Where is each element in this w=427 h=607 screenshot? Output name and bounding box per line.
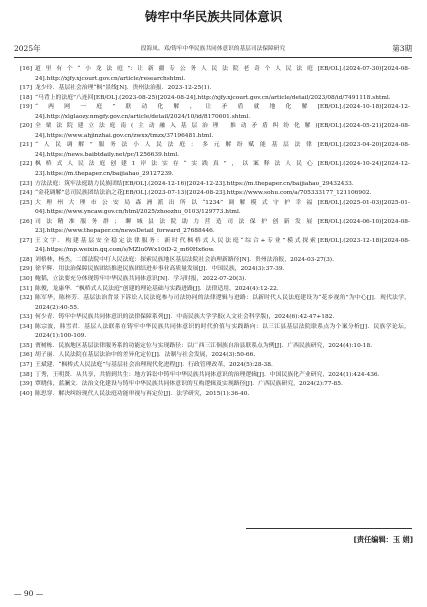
reference-text: 刘格林，杨杰，二郎法院中打人民法庭：探索民族地区基层法院社会治理新路径[N]．贵州法治报，2024-03-27(3).	[35, 256, 334, 263]
reference-number: [23]	[20, 180, 32, 187]
reference-item	[20, 275, 410, 285]
reference-text: 陈俊，龙康华．“枫桥式人民法庭”创建的理论基础与实践进路[J]．法律适用，2024(4):12-22.	[35, 285, 279, 292]
header-divider	[14, 57, 412, 58]
reference-number: [30]	[20, 276, 32, 283]
reference-number: [37]	[20, 361, 32, 368]
reference-text: 陈军华，陈梓芳．基层法治背景下诉讼人民法庭参与司法协同的法律逻辑与进路：以新时代人民法庭建设为“花乡视角”为中心[J]．现代法学，2024(2):40-55.	[35, 295, 410, 311]
reference-text: 贾树栋．民族地区基层法律服务系的功能定位与实现路径：以广西三江侗族自治县联系点为例[J]．广西民族研究，2024(4):10-18.	[35, 342, 373, 349]
reference-number: [19]	[20, 104, 32, 111]
reference-item	[20, 189, 410, 199]
reference-text: 龙少玲．基层社会治理“枫”景线[N]．贵州法治报．2023-12-25(1).	[35, 85, 212, 92]
reference-text: 陈宗波，韩雪君．基层人法联系在铸牢中华民族共同体意识的时代价值与实践路向：以三江县基层法院联系点为个案分析[J]．民族学论坛，2024(1):100-109.	[35, 323, 410, 340]
journal-title: 铸牢中华民族共同体意识	[144, 9, 283, 24]
reference-number: [35]	[20, 342, 32, 349]
reference-text: 何少青．铸牢中华民族共同体意识的法律保障系列[J]．中南民族大学学报(人文社会科学版)，2024(6):42-47+182.	[35, 314, 335, 321]
reference-number: [22]	[20, 161, 32, 168]
reference-number: [32]	[20, 295, 32, 302]
reference-item	[20, 256, 410, 266]
reference-number: [29]	[20, 266, 32, 273]
reference-item	[20, 351, 410, 361]
reference-number: [27]	[20, 237, 32, 244]
reference-item	[20, 94, 410, 104]
reference-number: [36]	[20, 352, 32, 359]
reference-number: [25]	[20, 199, 32, 206]
reference-number: [20]	[20, 123, 32, 130]
reference-item	[20, 84, 410, 94]
reference-text: 王文宇．构建基层安全稳定法律服务：新时代枫桥式人民法庭“综合+专业”模式探索[EB/OL].(2023-12-18)[2024-08-24].https://mp.weixin.qq.com/s/MZlu0Wx10iD-2_m60Hx6ow.	[35, 237, 410, 254]
reference-item	[20, 371, 410, 381]
reference-text: “人民调解”服务法小人民法庭：多元解纷赋能基层法律[EB/OL].(2023-04-20)[2024-08-24].https://news.baibtdaily.net/pc/1256639.html.	[35, 142, 410, 158]
reference-text: 方法法庭：筑牢法庭助力民族团结[EB/OL].(2024-12-16)[2024-12-23].https://m.thepaper.cn/baijiahao_29432433.	[35, 180, 354, 187]
reference-number: [40]	[20, 390, 32, 397]
reference-item	[20, 141, 410, 160]
reference-text: “马背上的法庭”八连回[EB/OL].(2023-08-25)[2024-08-24].http://xjfy.xjcourt.gov.cn/article/detail/2023/08/id/7491118.shtml.	[35, 94, 391, 101]
reference-number: [38]	[20, 371, 32, 378]
reference-item	[20, 342, 410, 352]
reference-item	[20, 313, 410, 323]
reference-item	[20, 265, 410, 275]
reference-item	[20, 218, 410, 237]
reference-number: [34]	[20, 323, 32, 330]
reference-item	[20, 294, 410, 313]
reference-text: 丁秀，王明贤．从共享，共情到共生：地方诉讼中铸牢中华民族共同体意识的治理逻辑[J]．中国民族化产业研究，2024(1):424-436.	[35, 371, 380, 378]
reference-number: [21]	[20, 142, 32, 149]
reference-text: “两网一庭”联动化解、让矛盾就地化解[EB/OL].(2024-10-18)[2024-12-24].http://xlglaozy.nmgfy.gov.cn/article/detail/2024/10/id/8170601.shtml.	[35, 104, 410, 120]
reference-text: 大理州大理市公安局森洲派出所以“1234”调解模式守护幸福[EB/OL].(2025-01-03)[2025-01-04].https://www.yncaw.gov.cn/html/2025/zhoozhu_0103/129773.html.	[35, 199, 410, 216]
reference-text: “金花调解”总司民族团结法治之花[EB/OL].(2023-07-13)[2024-08-23].https://www.sohu.com/a/705333177_121106902.	[35, 190, 372, 197]
reference-item	[20, 390, 410, 400]
reference-item	[20, 380, 410, 390]
reference-item	[20, 361, 410, 371]
reference-item	[20, 323, 410, 342]
reference-number: [28]	[20, 256, 32, 263]
reference-text: 道里有个“小龙法庭”:让新疆专公务人民法院老奇个人民法庭[EB/OL].(2024-07-30)[2024-08-24].http://xjfy.xjcourt.gov.cn/article/researchshtml.	[35, 66, 410, 82]
reference-text: 陈思穿．解决纠纷现代人民法庭功能审视与再定位[J]．法学研究，2015(1):36-40.	[35, 390, 250, 397]
editor-divider	[246, 528, 412, 529]
reference-item	[20, 122, 410, 141]
page-header	[14, 43, 412, 55]
reference-text: 鲍韬，立法要充分体现铸牢中华民族共同体意识[N]．学习时报，2022-07-20(3).	[35, 276, 247, 283]
responsible-editor: [责任编辑：玉 娟]	[353, 535, 413, 544]
reference-number: [18]	[20, 94, 32, 101]
reference-text: 王斌建．“枫桥式人民法庭”与基层社会治理现代化进程[J]．行政管理改革，2024(5):28-38.	[35, 361, 273, 368]
header-issue: 第3期	[392, 44, 412, 53]
reference-text: 徐平辉．用法治保障民族团结推进民族团结进步事业高质量发展[J]．中国民族，2024(3):37-39.	[35, 266, 285, 273]
reference-text: 胡子丽．人民法院在基层法治中的差异化定位[J]．法制与社会发展，2024(3):50-66.	[35, 352, 256, 359]
reference-item	[20, 180, 410, 190]
reference-item	[20, 160, 410, 179]
header-year: 2025年	[14, 44, 41, 53]
reference-text: 覃晓伟，蓝澜文．法治文化建设与铸牢中华民族共同体意识的互构逻辑及实现路径[J]．广西民族研究，2024(2):77-85.	[35, 381, 343, 388]
reference-number: [39]	[20, 381, 32, 388]
reference-text: 枫桥式人民法庭创建1岸法实存“实践真”，以案释法人民心[EB/OL].(2024-10-24)[2024-12-23].https://m.thepaper.cn/baijiahao_29127239.	[35, 161, 410, 178]
reference-text: 全栗法院建立法庭南(主动融入基层治理 推动矛盾纠纷化解)[EB/OL].(2024-05-21)[2024-08-24].https://www.ahjinzhai.gov.cn/zwxx/tmzx/37196481.html.	[35, 123, 410, 139]
running-title: 段海凤、邓/铸牢中华民族共同体意识的基层司法保障研究	[140, 45, 286, 52]
reference-number: [17]	[20, 85, 32, 92]
reference-item	[20, 237, 410, 256]
reference-item	[20, 103, 410, 122]
reference-number: [24]	[20, 190, 32, 197]
reference-item	[20, 65, 410, 84]
reference-number: [31]	[20, 285, 32, 292]
reference-number: [33]	[20, 314, 32, 321]
reference-number: [16]	[20, 66, 32, 72]
reference-list	[20, 65, 410, 399]
reference-item	[20, 285, 410, 295]
reference-text: 司法精准服务群；聊城县法院助力营造司法保护创新发展[EB/OL].(2024-06-10)[2024-08-23].https://www.thepaper.cn/newsDetail_forward_27688446.	[35, 218, 410, 235]
reference-number: [26]	[20, 218, 32, 225]
page-number: — 90 —	[14, 589, 44, 598]
reference-item	[20, 199, 410, 218]
